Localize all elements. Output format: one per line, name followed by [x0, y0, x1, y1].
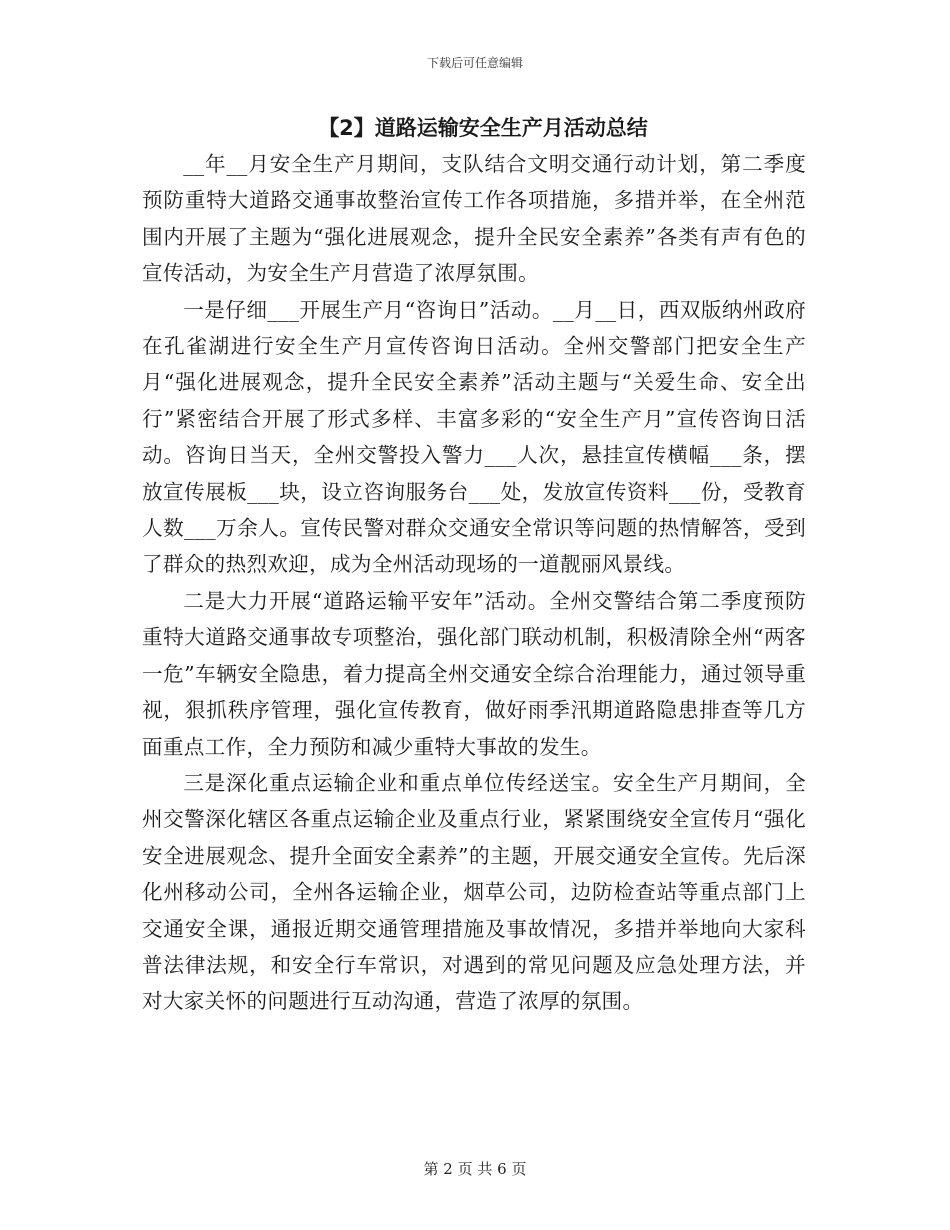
paragraph-intro: __年__月安全生产月期间，支队结合文明交通行动计划，第二季度预防重特大道路交通事故整治宣传工作各项措施，多措并举，在全州范围内开展了主题为“强化进展观念，提升全民安全素养”各类有声有色的宣传活动，为安全生产月营造了浓厚氛围。	[142, 152, 806, 286]
paragraph-key-enterprises: 三是深化重点运输企业和重点单位传经送宝。安全生产月期间，全州交警深化辖区各重点运输企业及重点行业，紧紧围绕安全宣传月“强化安全进展观念、提升全面安全素养”的主题，开展交通安全宣传。先后深化州移动公司，全州各运输企业，烟草公司，边防检查站等重点部门上交通安全课，通报近期交通管理措施及事故情况，多措并举地向大家科普法律法规，和安全行车常识，对遇到的常见问题及应急处理方法，并对大家关怀的问题进行互动沟通，营造了浓厚的氛围。	[142, 770, 806, 1014]
paragraph-consultation-day: 一是仔细___开展生产月“咨询日”活动。__月__日，西双版纳州政府在孔雀湖进行安全生产月宣传咨询日活动。全州交警部门把安全生产月“强化进展观念，提升全民安全素养”活动主题与“关爱生命、安全出行”紧密结合开展了形式多样、丰富多彩的“安全生产月”宣传咨询日活动。咨询日当天，全州交警投入警力___人次，悬挂宣传横幅___条，摆放宣传展板___块，设立咨询服务台___处，发放宣传资料___份，受教育人数___万余人。宣传民警对群众交通安全常识等问题的热情解答，受到了群众的热烈欢迎，成为全州活动现场的一道靓丽风景线。	[142, 297, 806, 577]
header-note: 下载后可任意编辑	[426, 56, 523, 70]
document-title: 【2】道路运输安全生产月活动总结	[318, 116, 648, 140]
page-number: 第 2 页 共 6 页	[423, 1160, 527, 1178]
document-body	[142, 110, 806, 1020]
paragraph-safe-year: 二是大力开展“道路运输平安年”活动。全州交警结合第二季度预防重特大道路交通事故专项整治，强化部门联动机制，积极清除全州“两客一危”车辆安全隐患，着力提高全州交通安全综合治理能力，通过领导重视，狠抓秩序管理，强化宣传教育，做好雨季汛期道路隐患排查等几方面重点工作，全力预防和减少重特大事故的发生。	[142, 588, 806, 759]
